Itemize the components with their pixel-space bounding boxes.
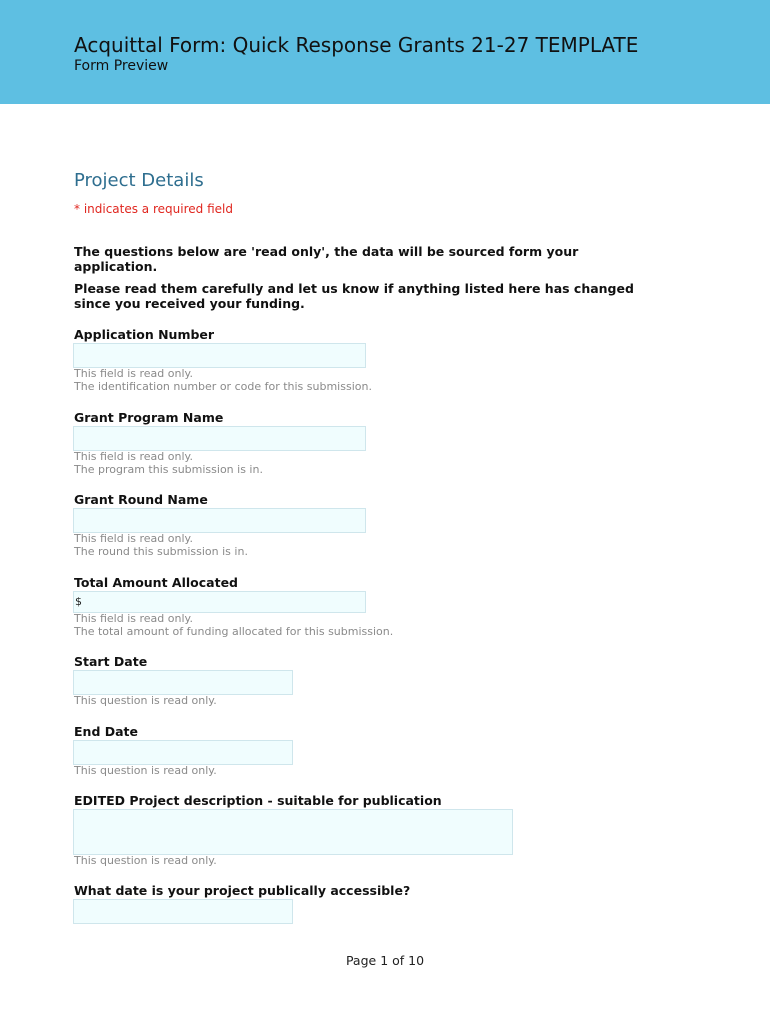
section-title: Project Details bbox=[74, 170, 204, 191]
required-field-note: * indicates a required field bbox=[74, 202, 233, 216]
form-title: Acquittal Form: Quick Response Grants 21-27 TEMPLATE bbox=[74, 33, 639, 57]
form-subtitle: Form Preview bbox=[74, 58, 169, 74]
total-amount-allocated-help-2: The total amount of funding allocated for this submission. bbox=[74, 625, 394, 638]
public-date-field[interactable] bbox=[73, 899, 293, 924]
application-number-field[interactable] bbox=[73, 343, 366, 368]
grant-round-name-help-1: This field is read only. bbox=[74, 532, 193, 545]
grant-round-name-field[interactable] bbox=[73, 508, 366, 533]
grant-program-name-field[interactable] bbox=[73, 426, 366, 451]
grant-program-name-help-2: The program this submission is in. bbox=[74, 463, 263, 476]
grant-program-name-help-1: This field is read only. bbox=[74, 450, 193, 463]
start-date-help: This question is read only. bbox=[74, 694, 217, 707]
page-number: Page 1 of 10 bbox=[345, 953, 425, 968]
end-date-field[interactable] bbox=[73, 740, 293, 765]
start-date-field[interactable] bbox=[73, 670, 293, 695]
grant-round-name-help-2: The round this submission is in. bbox=[74, 545, 248, 558]
grant-round-name-label: Grant Round Name bbox=[74, 492, 208, 507]
start-date-label: Start Date bbox=[74, 654, 148, 669]
project-description-help: This question is read only. bbox=[74, 854, 217, 867]
grant-program-name-label: Grant Program Name bbox=[74, 410, 224, 425]
form-header bbox=[0, 0, 770, 104]
intro-text-1: The questions below are 'read only', the data will be sourced form your application. bbox=[74, 244, 579, 274]
total-amount-allocated-help-1: This field is read only. bbox=[74, 612, 193, 625]
application-number-help-2: The identification number or code for this submission. bbox=[74, 380, 372, 393]
intro-text-2: Please read them carefully and let us know if anything listed here has changed since you received your funding. bbox=[74, 281, 634, 311]
end-date-label: End Date bbox=[74, 724, 139, 739]
application-number-label: Application Number bbox=[74, 327, 215, 342]
end-date-help: This question is read only. bbox=[74, 764, 217, 777]
project-description-textarea[interactable] bbox=[73, 809, 513, 855]
total-amount-allocated-field[interactable]: $ bbox=[73, 591, 366, 613]
application-number-help-1: This field is read only. bbox=[74, 367, 193, 380]
public-date-label: What date is your project publically accessible? bbox=[74, 883, 411, 898]
project-description-label: EDITED Project description - suitable for publication bbox=[74, 793, 442, 808]
total-amount-allocated-label: Total Amount Allocated bbox=[74, 575, 238, 590]
